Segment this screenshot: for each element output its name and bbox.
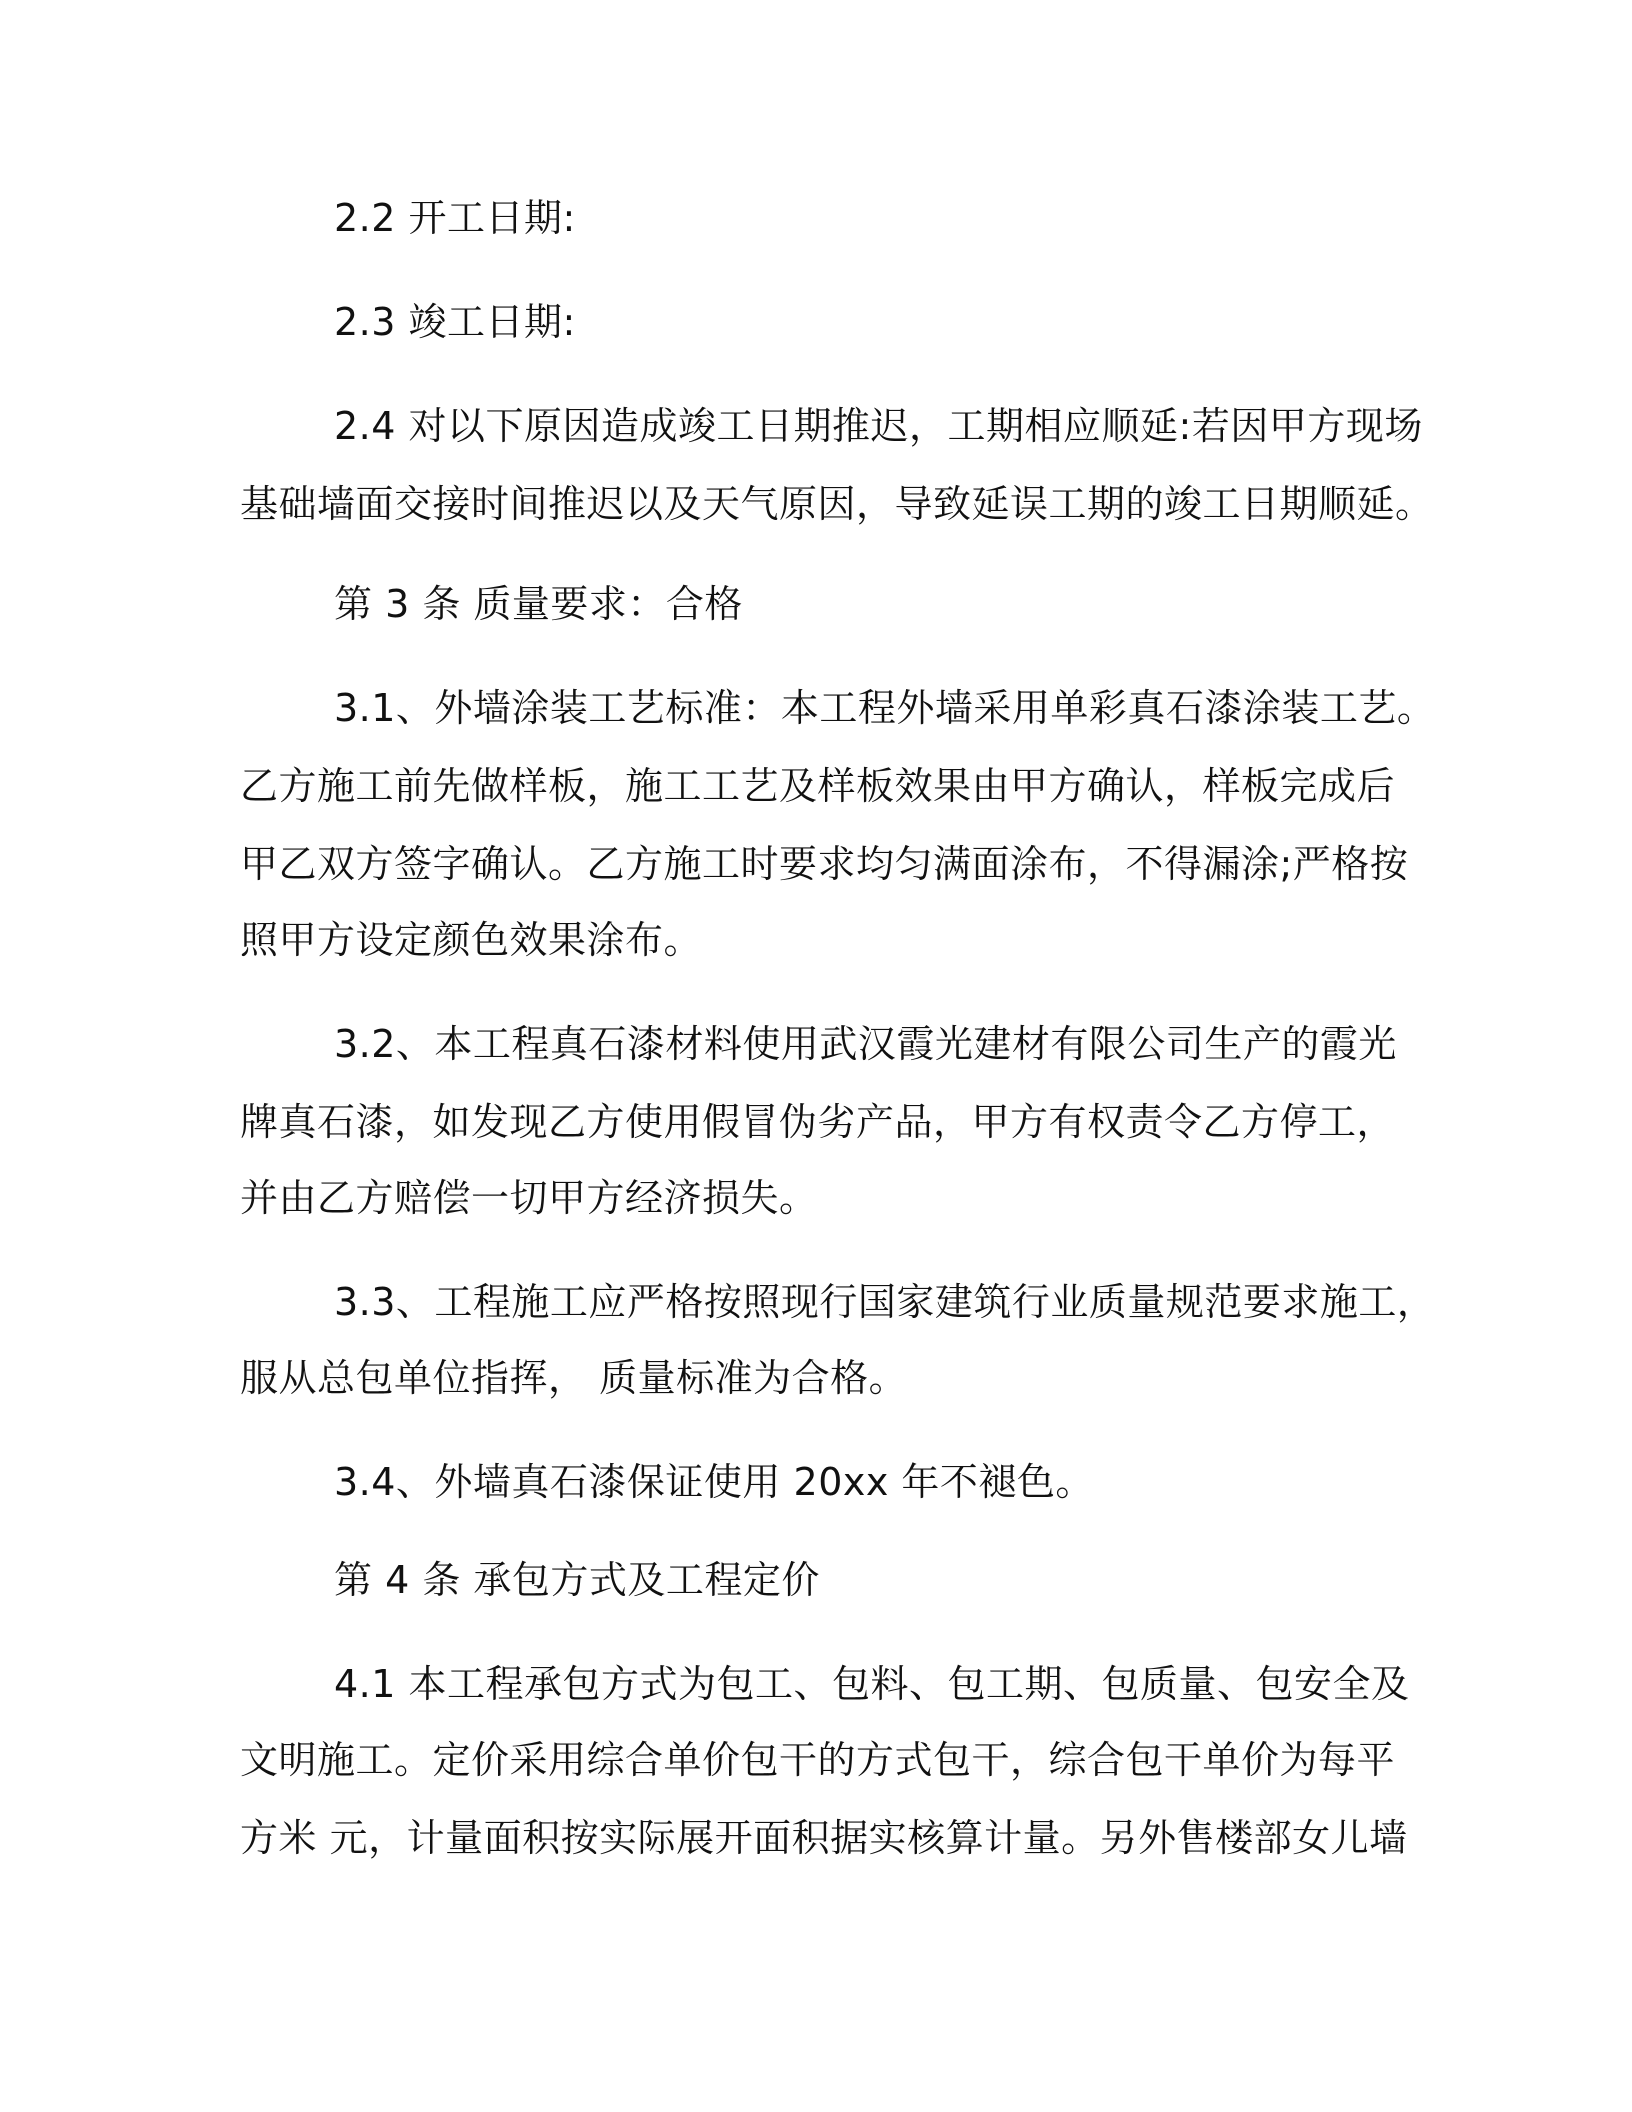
- clause-3-2-line-1: 3.2、本工程真石漆材料使用武汉霞光建材有限公司生产的霞光: [334, 1022, 1397, 1066]
- clause-3-1-line-2: 乙方施工前先做样板，施工工艺及样板效果由甲方确认，样板完成后: [240, 764, 1396, 808]
- clause-2-4-line-1: 2.4 对以下原因造成竣工日期推迟，工期相应顺延:若因甲方现场: [334, 404, 1423, 448]
- clause-2-2-start-date: 2.2 开工日期:: [334, 196, 576, 240]
- clause-3-1-line-1: 3.1、外墙涂装工艺标准：本工程外墙采用单彩真石漆涂装工艺。: [334, 686, 1436, 730]
- clause-3-2-line-2: 牌真石漆，如发现乙方使用假冒伪劣产品，甲方有权责令乙方停工，: [240, 1100, 1396, 1144]
- clause-3-1-line-3: 甲乙双方签字确认。乙方施工时要求均匀满面涂布，不得漏涂;严格按: [240, 842, 1409, 886]
- clause-2-3-completion-date: 2.3 竣工日期:: [334, 300, 576, 344]
- clause-3-3-line-1: 3.3、工程施工应严格按照现行国家建筑行业质量规范要求施工，: [334, 1280, 1436, 1324]
- article-3-heading: 第 3 条 质量要求：合格: [334, 582, 743, 626]
- clause-4-1-line-2: 文明施工。定价采用综合单价包干的方式包干，综合包干单价为每平: [240, 1738, 1396, 1782]
- clause-3-1-line-4: 照甲方设定颜色效果涂布。: [240, 918, 703, 962]
- article-4-heading: 第 4 条 承包方式及工程定价: [334, 1558, 820, 1602]
- clause-4-1-line-3: 方米 元，计量面积按实际展开面积据实核算计量。另外售楼部女儿墙: [240, 1816, 1408, 1860]
- clause-3-2-line-3: 并由乙方赔偿一切甲方经济损失。: [240, 1176, 818, 1220]
- clause-3-4: 3.4、外墙真石漆保证使用 20xx 年不褪色。: [334, 1460, 1094, 1504]
- clause-3-3-line-2: 服从总包单位指挥， 质量标准为合格。: [240, 1356, 908, 1400]
- clause-2-4-line-2: 基础墙面交接时间推迟以及天气原因，导致延误工期的竣工日期顺延。: [240, 482, 1434, 526]
- clause-4-1-line-1: 4.1 本工程承包方式为包工、包料、包工期、包质量、包安全及: [334, 1662, 1410, 1706]
